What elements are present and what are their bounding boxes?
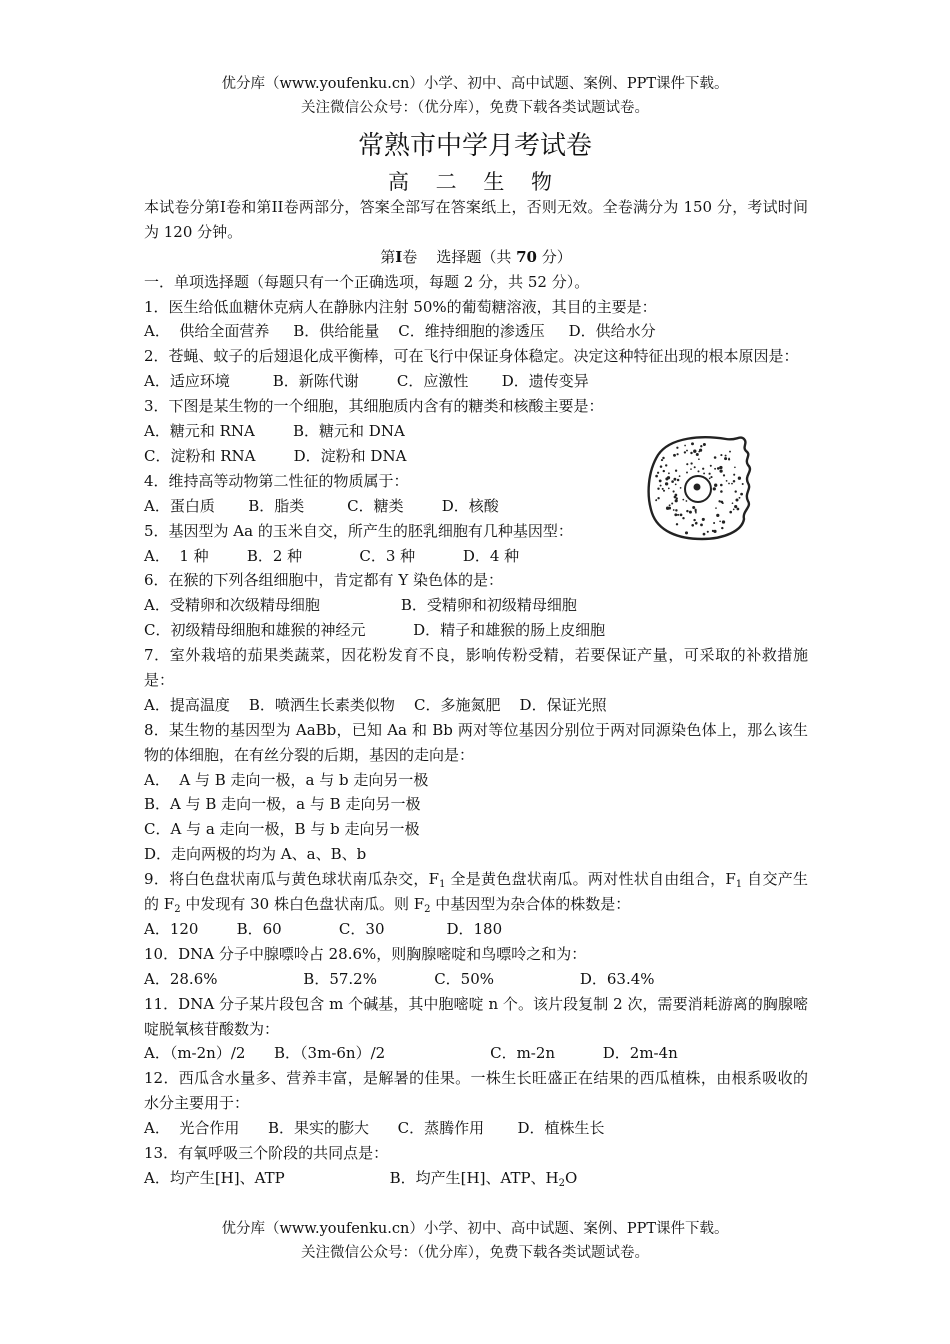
section-score: 70 bbox=[516, 247, 537, 266]
q7-stem: 7．室外栽培的茄果类蔬菜，因花粉发育不良，影响传粉受精，若要保证产量，可采取的补救措施是： bbox=[144, 646, 808, 689]
header-line-1: 优分库（www.youfenku.cn）小学、初中、高中试题、案例、PPT课件下载。 bbox=[221, 76, 729, 92]
footer-line-2: 关注微信公众号：（优分库），免费下载各类试题试卷。 bbox=[301, 1245, 649, 1261]
section-heading bbox=[144, 245, 808, 270]
exam-subtitle: 高 二 生 物 bbox=[387, 170, 563, 194]
exam-content bbox=[144, 195, 808, 1191]
q9-sub-2: 1 bbox=[735, 879, 743, 891]
q6-stem: 6．在猴的下列各组细胞中，肯定都有 Y 染色体的是： bbox=[144, 571, 503, 590]
q3-options-1: A．糖元和 RNA B．糖元和 DNA bbox=[144, 422, 405, 441]
q10-options: A．28.6% B．57.2% C．50% D．63.4% bbox=[144, 969, 655, 988]
q9-sub-3: 2 bbox=[174, 904, 181, 916]
q2-stem: 2．苍蝇、蚊子的后翅退化成平衡棒，可在飞行中保证身体稳定。决定这种特征出现的根本原因是： bbox=[144, 347, 799, 366]
q3-stem: 3．下图是某生物的一个细胞，其细胞质内含有的糖类和核酸主要是： bbox=[144, 397, 604, 416]
q9-sub-1: 1 bbox=[439, 879, 446, 891]
q5-stem: 5．基因型为 Aa 的玉米自交，所产生的胚乳细胞有几种基因型： bbox=[144, 521, 573, 540]
q9-part-1: 9．将白色盘状南瓜与黄色球状南瓜杂交，F bbox=[144, 870, 440, 889]
q9-stem bbox=[144, 867, 808, 917]
q3-options-2: C．淀粉和 RNA D．淀粉和 DNA bbox=[144, 446, 407, 465]
q10-stem: 10．DNA 分子中腺嘌呤占 28.6%，则胸腺嘧啶和鸟嘌呤之和为： bbox=[144, 944, 587, 963]
page-header bbox=[0, 72, 950, 120]
page-footer bbox=[0, 1217, 950, 1265]
section-pre: 第 bbox=[380, 247, 396, 266]
section-roman: I bbox=[395, 247, 403, 266]
exam-intro: 本试卷分第I卷和第II卷两部分，答案全部写在答案纸上，否则无效。全卷满分为 150 分，考试时间为 120 分钟。 bbox=[144, 198, 808, 241]
q6-options-2: C．初级精母细胞和雄猴的神经元 D．精子和雄猴的肠上皮细胞 bbox=[144, 621, 606, 640]
q1-options: A． 供给全面营养 B．供给能量 C．维持细胞的渗透压 D．供给水分 bbox=[144, 322, 656, 341]
header-line-2: 关注微信公众号：（优分库），免费下载各类试题试卷。 bbox=[301, 100, 649, 116]
q12-options: A． 光合作用 B．果实的膨大 C．蒸腾作用 D．植株生长 bbox=[144, 1119, 605, 1138]
q13-options bbox=[144, 1166, 808, 1191]
q8-option-a: A． A 与 B 走向一极，a 与 b 走向另一极 bbox=[144, 770, 429, 789]
section-mid: 卷 选择题（共 bbox=[402, 247, 517, 266]
q4-stem: 4．维持高等动物第二性征的物质属于： bbox=[144, 471, 409, 490]
q9-part-4: 中发现有 30 株白色盘状南瓜。则 F bbox=[180, 895, 425, 914]
section-post: 分） bbox=[536, 247, 572, 266]
q1-stem: 1．医生给低血糖休克病人在静脉内注射 50%的葡萄糖溶液，其目的主要是： bbox=[144, 297, 657, 316]
q9-sub-4: 2 bbox=[424, 904, 431, 916]
q9-part-3: 自交产生的 F bbox=[144, 870, 808, 914]
footer-line-1: 优分库（www.youfenku.cn）小学、初中、高中试题、案例、PPT课件下载。 bbox=[221, 1221, 729, 1237]
q11-options: A．（m-2n）/2 B．（3m-6n）/2 C．m-2n D．2m-4n bbox=[144, 1044, 678, 1063]
q13-option-b-end: O bbox=[565, 1168, 578, 1187]
q4-options: A．蛋白质 B．脂类 C．糖类 D．核酸 bbox=[144, 496, 499, 515]
q9-part-5: 中基因型为杂合体的株数是： bbox=[430, 895, 631, 914]
q9-part-2: 全是黄色盘状南瓜。两对性状自由组合，F bbox=[445, 870, 736, 889]
q8-option-c: C．A 与 a 走向一极，B 与 b 走向另一极 bbox=[144, 820, 420, 839]
q12-stem: 12．西瓜含水量多、营养丰富，是解暑的佳果。一株生长旺盛正在结果的西瓜植株，由根系吸收的水分主要用于： bbox=[144, 1069, 808, 1113]
q8-stem: 8．某生物的基因型为 AaBb，已知 Aa 和 Bb 两对等位基因分别位于两对同源染色体上，那么该生物的体细胞，在有丝分裂的后期，基因的走向是： bbox=[144, 720, 808, 764]
q13-option-b: B．均产生[H]、ATP、H bbox=[389, 1168, 559, 1187]
q5-options: A． 1 种 B．2 种 C．3 种 D．4 种 bbox=[144, 546, 520, 565]
q13-stem: 13．有氧呼吸三个阶段的共同点是： bbox=[144, 1144, 389, 1163]
q7-options: A．提高温度 B．喷洒生长素类似物 C．多施氮肥 D．保证光照 bbox=[144, 695, 607, 714]
q9-options: A．120 B．60 C．30 D．180 bbox=[144, 919, 503, 938]
q13-option-b-sub: 2 bbox=[558, 1177, 566, 1189]
q6-options-1: A．受精卵和次级精母细胞 B．受精卵和初级精母细胞 bbox=[144, 596, 577, 615]
exam-title: 常熟市中学月考试卷 bbox=[357, 131, 592, 161]
q8-option-d: D．走向两极的均为 A、a、B、b bbox=[144, 845, 367, 864]
q13-option-a: A．均产生[H]、ATP bbox=[144, 1168, 390, 1187]
q11-stem: 11．DNA 分子某片段包含 m 个碱基，其中胞嘧啶 n 个。该片段复制 2 次，需要消耗游离的胸腺嘧啶脱氧核苷酸数为： bbox=[144, 994, 808, 1038]
part-heading: 一．单项选择题（每题只有一个正确选项，每题 2 分，共 52 分）。 bbox=[144, 272, 590, 291]
q8-option-b: B．A 与 B 走向一极，a 与 B 走向另一极 bbox=[144, 795, 421, 814]
animal-cell-illustration-icon bbox=[640, 427, 760, 545]
q2-options: A．适应环境 B．新陈代谢 C．应激性 D．遗传变异 bbox=[144, 372, 589, 391]
